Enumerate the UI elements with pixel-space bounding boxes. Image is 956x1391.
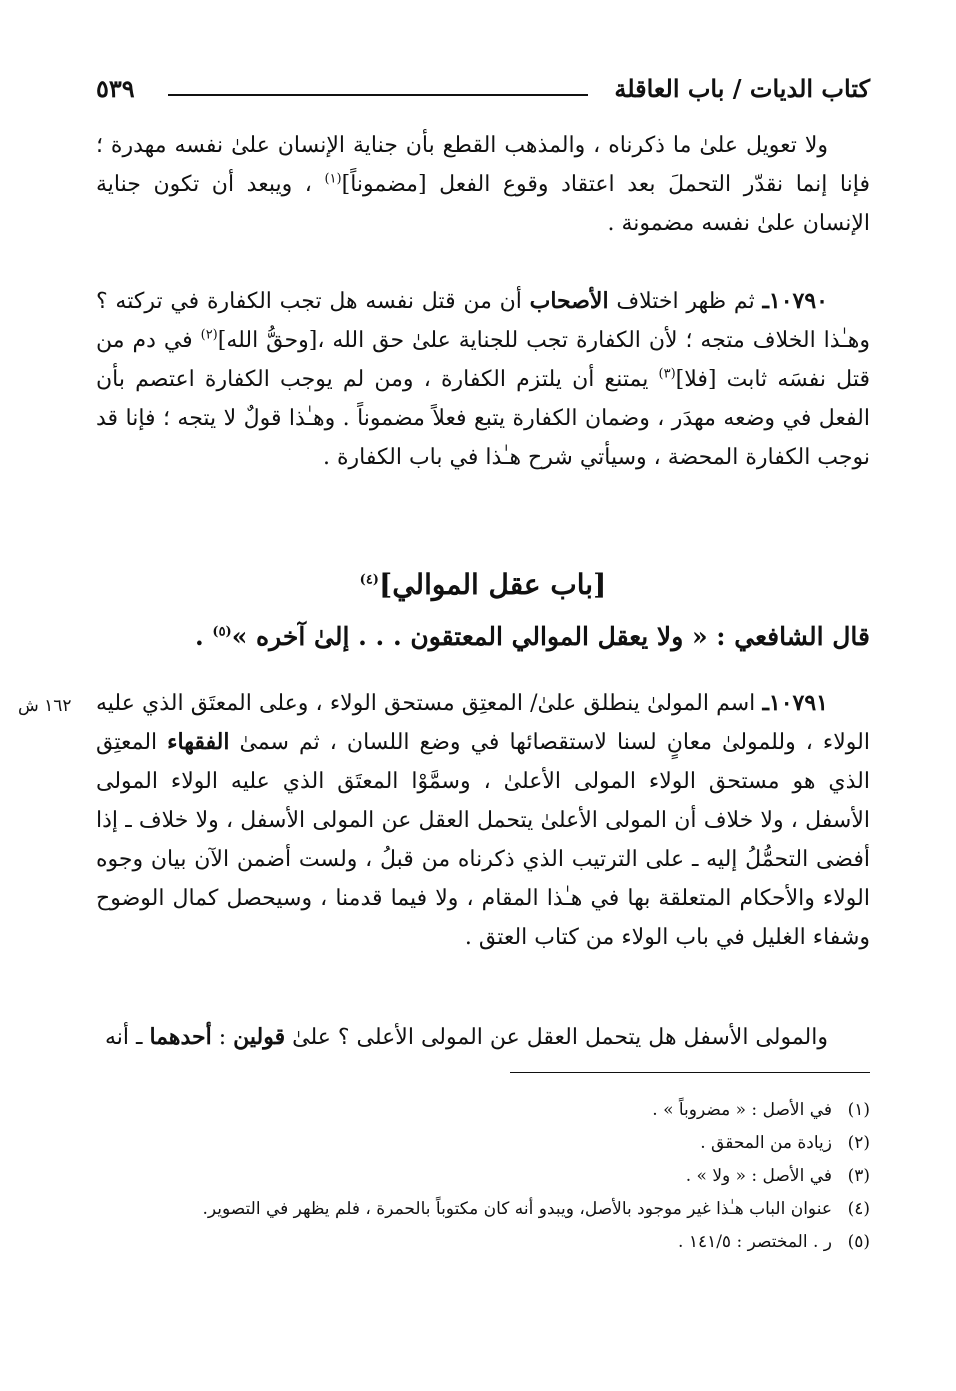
bold-term: الفقهاء: [167, 729, 230, 755]
quote-text: قال الشافعي : « ولا يعقل الموالي المعتقون . . . إلىٰ آخره »: [231, 622, 870, 651]
paragraph-text: أن من قتل نفسه هل تجب الكفارة في تركته ؟ وهـٰذا الخلاف متجه ؛ لأن الكفارة تجب للجناية علىٰ حق الله ،[وحقُّ الله]: [96, 289, 870, 353]
paragraph-text: ثم ظهر اختلاف: [608, 289, 763, 314]
footnote-ref-1: (١): [324, 171, 342, 187]
paragraph-1-text: ولا تعويل علىٰ ما ذكرناه ، والمذهب القطع بأن جناية الإنسان علىٰ نفسه مهدرة ؛ فإنا إنما نقدّر التحملَ بعد اعتقاد وقوع الفعل [مضموناً]: [96, 133, 870, 197]
paragraph-text: في دم من قتل نفسَه ثابت [فلا]: [96, 328, 870, 392]
footnote-number: (١): [847, 1100, 870, 1120]
footnote-number: (٤): [847, 1199, 870, 1219]
paragraph-text: ـ أنه: [104, 1025, 150, 1050]
footnote: [96, 1193, 870, 1226]
footnote-number: (٣): [847, 1166, 870, 1186]
paragraph-1: [96, 126, 870, 243]
footnote-text: في الأصل : « ولا » .: [685, 1166, 832, 1186]
bold-term: قولين: [233, 1024, 286, 1050]
footnotes: [96, 1094, 870, 1259]
footnote-separator: [510, 1072, 870, 1073]
footnote: [96, 1127, 870, 1160]
section-title-text: [باب عقل الموالي]: [378, 568, 607, 601]
paragraph-text: يمتنع أن يلتزم الكفارة ، ومن لم يوجب الكفارة اعتصم بأن الفعل في وضعه مهدَر ، وضمان الكفارة يتبع فعلاً مضموناً . وهـٰذا قولٌ لا يتجه ؛ فإنا قد نوجب الكفارة المحضة ، وسيأتي شرح هـٰذا في باب الكفارة .: [96, 367, 870, 470]
footnote-text: في الأصل : « مضروباً » .: [652, 1100, 832, 1120]
paragraph-10791: [96, 684, 870, 957]
quote-end: .: [194, 622, 213, 651]
paragraph-text: المعتِق الذي هو مستحق الولاء المولى الأعلىٰ ، وسمَّوْا المعتَق الذي عليه الولاء المولى الأسفل ، ولا خلاف أن المولى الأعلىٰ يتحمل العقل عن المولى الأسفل ، ولا خلاف ـ إذا أفضى التحمُّلُ إليه ـ على الترتيب الذي ذكرناه من قبلُ ، ولست أضمن الآن بيان وجوه الولاء والأحكام المتعلقة بها في هـٰذا المقام ، ولا فيما قدمنا ، وسيحصل كمال الوضوح وشفاء الغليل في باب الولاء من كتاب العتق .: [96, 730, 870, 950]
footnote: [96, 1160, 870, 1193]
paragraph-1-rest: ، ويبعد أن تكون جناية الإنسان علىٰ نفسه مضمونة .: [96, 172, 870, 236]
paragraph-number: ١٠٧٩١ـ: [762, 690, 828, 716]
footnote-ref-5: (٥): [212, 624, 232, 640]
running-header: [96, 74, 870, 114]
paragraph-text: اسم المولىٰ ينطلق علىٰ/ المعتِق مستحق الولاء ، وعلى المعتَق الذي عليه الولاء ، وللمولىٰ معانٍ لسنا لاستقصائها في وضع اللسان ، ثم سمىٰ: [96, 691, 870, 755]
paragraph-4: [96, 1018, 870, 1057]
page-number: ٥٣٩: [96, 74, 135, 103]
bold-term: أحدهما: [149, 1024, 212, 1050]
footnote-text: ر . المختصر : ١٤١/٥ .: [678, 1232, 832, 1252]
footnote-ref-4: (٤): [359, 572, 379, 588]
paragraph-text: :: [211, 1025, 234, 1050]
paragraph-text: والمولى الأسفل هل يتحمل العقل عن المولى الأعلى ؟ علىٰ: [285, 1025, 828, 1050]
footnote-ref-3: (٣): [658, 366, 676, 382]
section-title: [96, 568, 870, 601]
margin-note: ١٦٢ ش: [18, 696, 72, 716]
paragraph-10790: [96, 282, 870, 477]
shafii-quote: [96, 622, 870, 651]
footnote-number: (٢): [847, 1133, 870, 1153]
header-title: كتاب الديات / باب العاقلة: [614, 74, 870, 103]
footnote-ref-2: (٢): [200, 327, 218, 343]
footnote-number: (٥): [847, 1232, 870, 1252]
header-rule: [168, 94, 588, 96]
footnote: [96, 1226, 870, 1259]
footnote-text: زيادة من المحقق .: [700, 1133, 832, 1153]
paragraph-number: ١٠٧٩٠ـ: [762, 288, 828, 314]
bold-term: الأصحاب: [529, 288, 609, 314]
footnote: [96, 1094, 870, 1127]
footnote-text: عنوان الباب هـٰذا غير موجود بالأصل، ويبدو أنه كان مكتوباً بالحمرة ، فلم يظهر في التصوير.: [202, 1199, 832, 1219]
